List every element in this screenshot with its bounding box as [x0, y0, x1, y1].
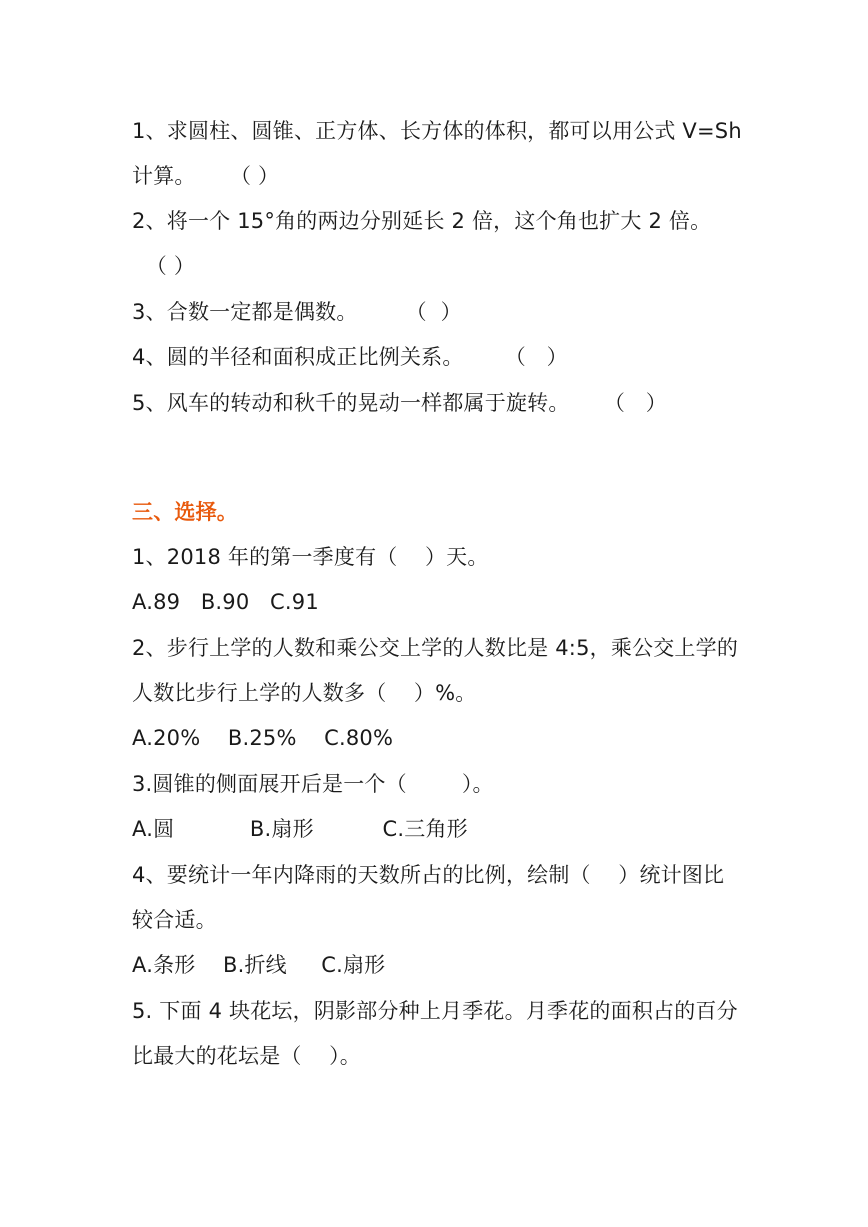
choice-q2-line-2: 人数比步行上学的人数多（ ）%。 — [132, 681, 477, 705]
choice-q5-line-1: 5. 下面 4 块花坛，阴影部分种上月季花。月季花的面积占的百分 — [132, 999, 738, 1023]
judge-item-1-line-2: 计算。 （ ） — [132, 164, 280, 188]
choice-q3-options: A.圆 B.扇形 C.三角形 — [132, 817, 468, 841]
section-heading: 三、选择。 — [132, 500, 238, 524]
choice-q3-text: 3.圆锥的侧面展开后是一个（ ）。 — [132, 772, 494, 796]
choice-q4-options: A.条形 B.折线 C.扇形 — [132, 953, 386, 977]
judge-item-2-line-2: （ ） — [132, 254, 196, 278]
judge-item-5: 5、风车的转动和秋千的晃动一样都属于旋转。 （ ） — [132, 391, 667, 415]
judge-item-4: 4、圆的半径和面积成正比例关系。 （ ） — [132, 345, 568, 369]
judge-item-1-line-1: 1、求圆柱、圆锥、正方体、长方体的体积，都可以用公式 V=Sh — [132, 119, 742, 143]
choice-q2-options: A.20% B.25% C.80% — [132, 726, 394, 750]
judge-item-2-line-1: 2、将一个 15°角的两边分别延长 2 倍，这个角也扩大 2 倍。 — [132, 209, 712, 233]
judge-item-3: 3、合数一定都是偶数。 （ ） — [132, 300, 462, 324]
choice-q1-text: 1、2018 年的第一季度有（ ）天。 — [132, 545, 489, 569]
choice-q2-line-1: 2、步行上学的人数和乘公交上学的人数比是 4:5，乘公交上学的 — [132, 636, 739, 660]
choice-q1-options: A.89 B.90 C.91 — [132, 590, 319, 614]
choice-q4-line-2: 较合适。 — [132, 908, 217, 932]
choice-q4-line-1: 4、要统计一年内降雨的天数所占的比例，绘制（ ）统计图比 — [132, 863, 725, 887]
choice-q5-line-2: 比最大的花坛是（ ）。 — [132, 1044, 362, 1068]
